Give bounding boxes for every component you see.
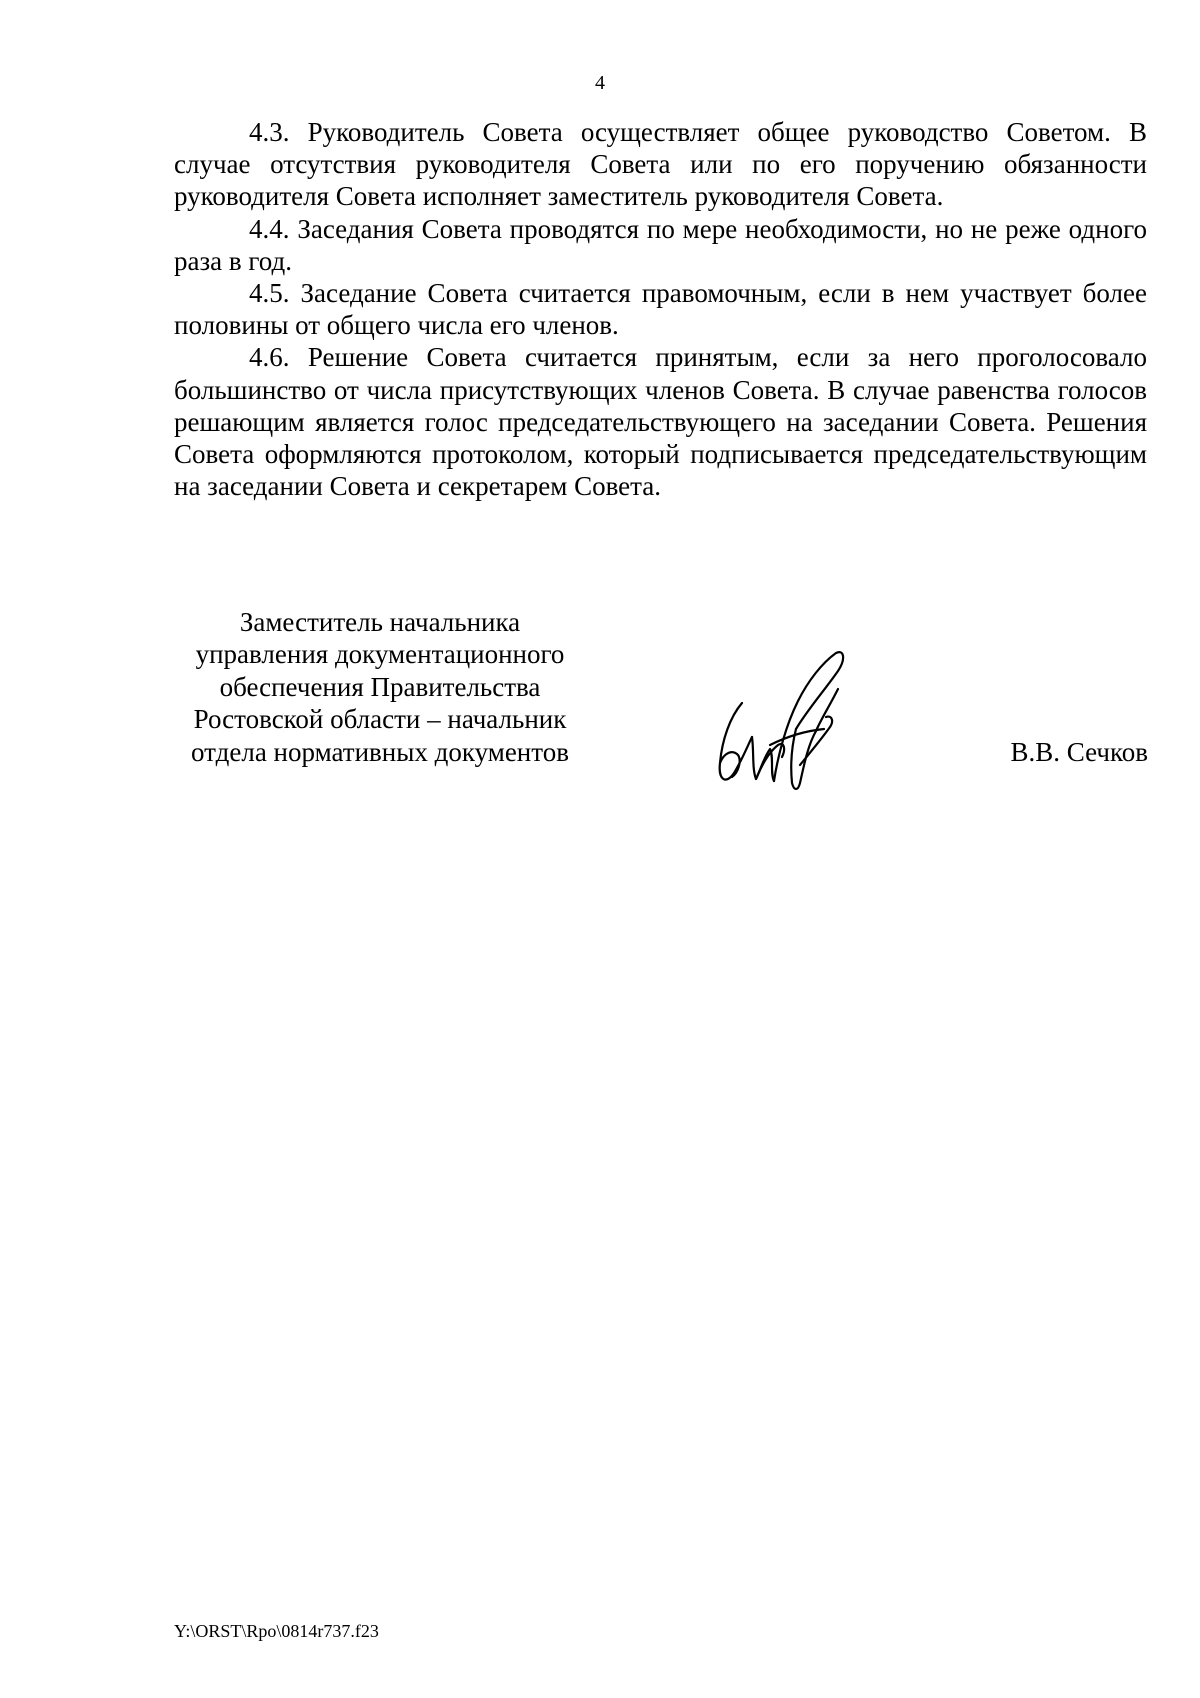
file-path-footer: Y:\ORST\Rpo\0814r737.f23	[174, 1621, 379, 1641]
position-line: отдела нормативных документов	[191, 736, 569, 767]
position-line: Заместитель начальника	[239, 607, 521, 637]
position-line: Ростовской области – начальник	[193, 704, 567, 735]
document-body	[174, 116, 1147, 502]
page-number: 4	[595, 72, 605, 94]
paragraph-4-5: 4.5. Заседание Совета считается правомочным, если в нем участвует более половины от общего числа его членов.	[174, 278, 1147, 341]
paragraph-4-6: 4.6. Решение Совета считается принятым, если за него проголосовало большинство от числа присутствующих членов Совета. В случае равенства голосов решающим является голос председательствующего на заседании Совета. Решения Совета оформляются протоколом, который подписывается председательствующим на заседании Совета и секретарем Совета.	[174, 342, 1147, 502]
signer-name: В.В. Сечков	[1010, 737, 1148, 767]
paragraph-4-3: 4.3. Руководитель Совета осуществляет общее руководство Советом. В случае отсутствия руководителя Совета или по его поручению обязанности руководителя Совета исполняет заместитель руководителя Совета.	[174, 117, 1147, 212]
signatory-position	[170, 606, 590, 768]
position-line: управления документационного	[195, 639, 565, 670]
position-line: обеспечения Правительства	[219, 671, 541, 702]
paragraph-4-4: 4.4. Заседания Совета проводятся по мере необходимости, но не реже одного раза в год.	[174, 213, 1147, 276]
handwritten-signature	[712, 645, 862, 795]
